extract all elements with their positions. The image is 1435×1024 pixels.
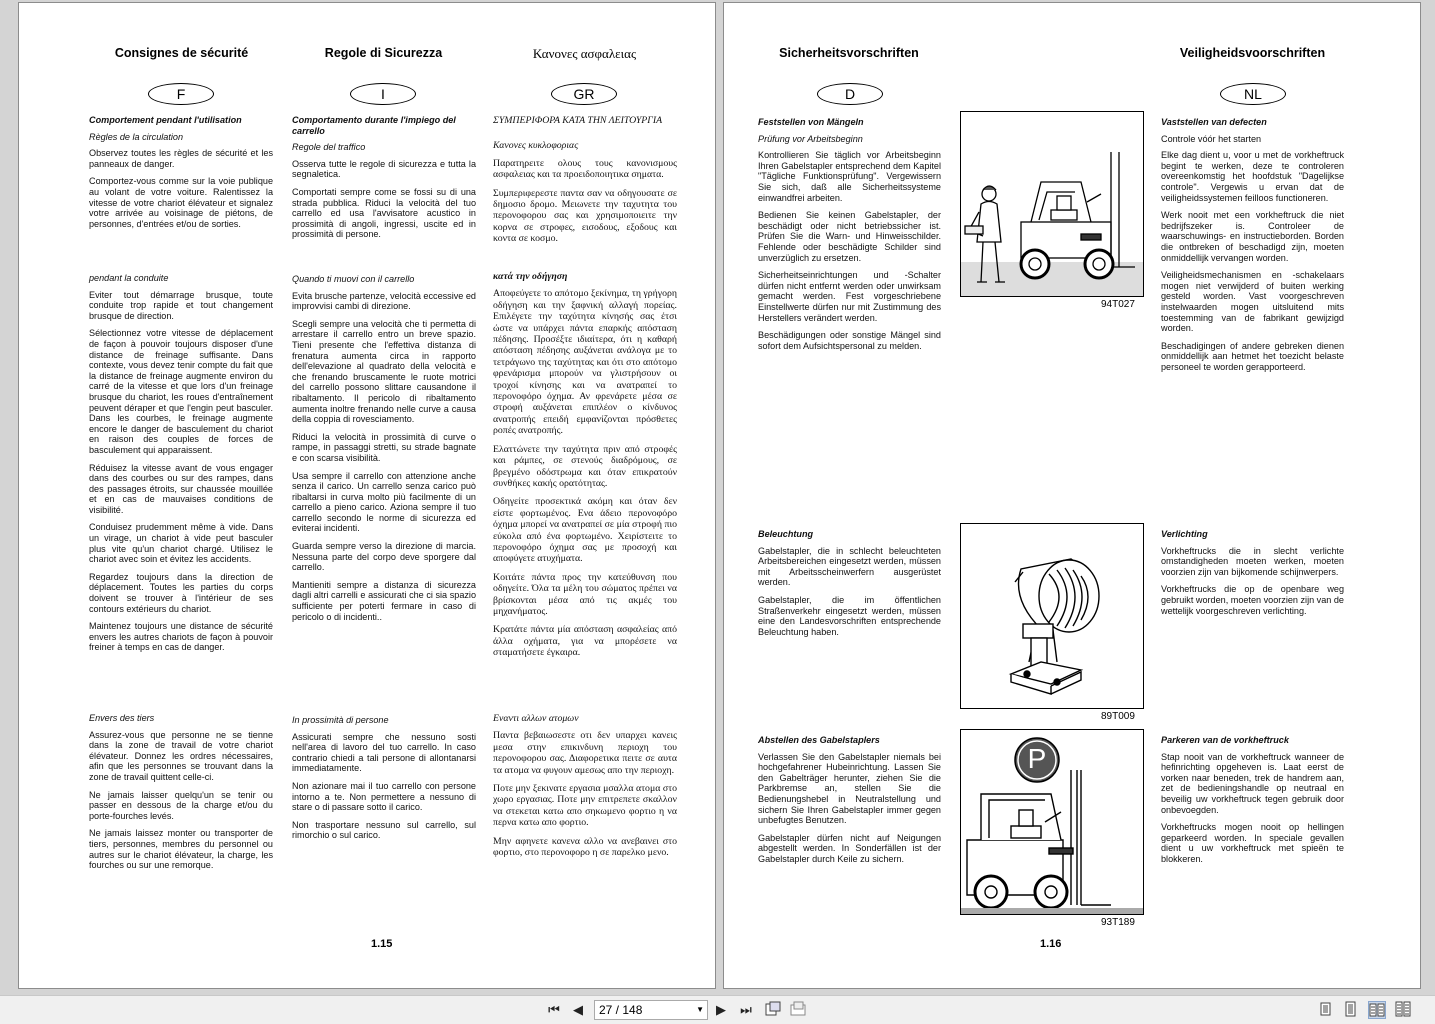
first-page-icon[interactable]: ⏮ <box>548 1002 560 1017</box>
figure-work-lamp <box>960 523 1144 709</box>
facing-continuous-icon[interactable] <box>1395 1001 1413 1019</box>
page-number-right: 1.16 <box>1040 938 1062 950</box>
figure-forklift-parking <box>960 729 1144 915</box>
section-it-1: Comportamento durante l'impiego del carrello Regole del traffico Osserva tutte le regole di sicurezza e tutta la segnaletica. Comportati sempre come se fossi su di una strada pubblica. Riduci la velocità del tuo carrello ed usa l'avvisatore acustico in prossimità di angoli, ingressi, uscite ed in prossimità di persone. <box>292 115 476 240</box>
column-heading-it: Regole di Sicurezza <box>324 46 443 60</box>
language-badge-de: D <box>817 83 883 105</box>
section-de-2: Beleuchtung Gabelstapler, die in schlecht beleuchteten Arbeitsbereichen eingesetzt werden, müssen mit Arbeitsscheinwerfern ausgerüstet werden. Gabelstapler, die im öffentlichen Straßenverkehr eingesetzt werden, müssen eine den Landesvorschriften entsprechende Beleuchtung haben. <box>758 529 941 637</box>
forklift-parking-illustration <box>961 730 1143 914</box>
section-de-1: Feststellen von Mängeln Prüfung vor Arbeitsbeginn Kontrollieren Sie täglich vor Arbeitsbeginn Ihren Gabelstapler entsprechend dem Kapitel "Tägliche Funktionsprüfung". Vergewissern Sie sich, daß alle Sicherheitssysteme einwandfrei arbeiten. Bedienen Sie keinen Gabelstapler, der beschädigt oder nicht betriebssicher ist. Prüfen Sie die Warn- und Hinweisschilder. Fehlende oder beschädigte Schilder sind unverzüglich zu ersetzen. Sicherheitseinrichtungen und -Schalter dürfen nicht entfernt werden oder unwirksam gemacht werden. Fest vorgeschriebene Einstellwerte dürfen nur mit Zustimmung des Herstellers verändert werden. Beschädigungen oder sonstige Mängel sind sofort dem Aufsichtspersonal zu melden. <box>758 117 941 351</box>
column-heading-gr: Κανονες ασφαλειας <box>532 46 637 61</box>
section-gr-2: κατά την οδήγηση Αποφεύγετε το απότομο ξεκίνημα, τη γρήγορη οδήγηση και την ξαφνική αλλαγή πορείας. Επιλέγετε την ταχύτητα κίνησής σας έτσι ώστε να υπάρχει πάντα επαρκής απόσταση πέδησης. Προσέξτε ιδιαίτερα, ότι η καθαρή απόσταση πέδησης αυξάνεται ανάλογα με το τετράγωνο της ταχύτητας και ότι στο απότομο φρενάρισμα μπορούν να γλιστρήσουν οι τροχοί κίνησης και να ανατραπεί το περονοφόρο όχημα. Αν φρενάρετε μέσα σε στροφή αυξάνεται επιπλέον ο κίνδυνος ανατροπής επειδή εμφανίζονται πρόσθετες ροπές ανατροπής. Ελαττώνετε την ταχύτητα πριν από στροφές και ράμπες, σε στενούς διαδρόμους, σε βρεγμένο οδόστρωμα και όταν επικρατούν συνθήκες κακής ορατότητας. Οδηγείτε προσεκτικά ακόμη και όταν δεν είστε φορτωμένος. Ενα άδειο περονοφόρο όχημα μπορεί να ανατραπεί σε μία στροφή πιο εύκολα από ένα φορτωμένο. Χειρίστειτε το περονοφόρο όχημα σας με προσοχή και αποφύγετε ατυχήματα. Κοιτάτε πάντα προς την κατεύθυνση που οδηγείτε. Όλα τα μέλη του σώματος πρέπει να βρίσκονται μέσα από τις ακμές του μηχανήματος. Κρατάτε πάντα μία απόσταση ασφαλείας από άλλα οχήματα, για να μπορέσετε να σταματήσετε έγκαιρα. <box>493 271 677 659</box>
language-badge-it: I <box>350 83 416 105</box>
next-page-icon[interactable]: ▶ <box>716 1002 726 1017</box>
chevron-down-icon[interactable]: ▼ <box>696 1005 704 1014</box>
figure-forklift-inspection <box>960 111 1144 297</box>
viewer-toolbar <box>0 995 1435 1024</box>
section-it-3: In prossimità di persone Assicurati sempre che nessuno sosti nell'area di lavoro del tuo carrello. In caso contrario chiedi a tali persone di allontanarsi immediatamente. Non azionare mai il tuo carrello con persone intorno a te. Non permettere a nessuno di stare o di passare sotto il carico. Non trasportare nessuno sul carrello, sul rimorchio o sul carico. <box>292 715 476 841</box>
section-fr-2: pendant la conduite Eviter tout démarrage brusque, toute conduite trop rapide et tout changement brusque de direction. Sélectionnez votre vitesse de déplacement de façon à pouvoir toujours disposer d'une distance de freinage suffisante. Dans contexte, vous devez tenir compte du fait que la distance de freinage augmente environ du carré de la vitesse et que lors d'un freinage brusque du chariot, les roues d'entraînement peuvent déraper et que l'engin peut basculer. Dans les courbes, le freinage augmente encore le danger de basculement du chariot en raison des couples de forces de basculement qui apparaissent. Réduisez la vitesse avant de vous engager dans des courbes ou sur des rampes, dans des passages étroits, sur chaussée mouillée et en cas de mauvaises conditions de visibilité. Conduisez prudemment même à vide. Dans un virage, un chariot à vide peut basculer plus vite qu'un chariot chargé. Utilisez le chariot avec soin et évitez les accidents. Regardez toujours dans la direction de déplacement. Toutes les parties du corps doivent se trouver à l'intérieur de ses contours extérieurs du chariot. Maintenez toujours une distance de sécurité envers les autres chariots de façon à pouvoir freiner à temps en cas de danger. <box>89 273 273 653</box>
parking-badge: P <box>1027 743 1047 774</box>
work-lamp-illustration <box>961 524 1143 708</box>
column-heading-nl: Veiligheidsvoorschriften <box>1179 46 1326 60</box>
section-gr-3: Εναντι αλλων ατομων Παντα βεβαιωσεστε οτι δεν υπαρχει κανεις μεσα στην επικινδυνη περιοχη του περονοφορου σας. Διαφορετικα πειτε σε αυτα τα ατομα να φυγουν αμεσως απο την περιοχη. Ποτε μην ξεκινατε εργασια μσαλλα ατομα στο χωρο εργασιας. Ποτε μην επιτρεπετε σκαλλον να στεκεται κατω απο σηκωμενο φορτιο η να περνα κατω απο φορτιο. Μην αφηνετε κανενα αλλο να ανεβαινει στο φορτιο, στο περονοφορο η σε παρελκο μενο. <box>493 713 677 859</box>
figure-caption-94t027: 94T027 <box>1101 299 1135 310</box>
forklift-inspection-illustration <box>961 112 1143 296</box>
page-indicator: 27 / 148 <box>599 1003 643 1017</box>
section-fr-1: Comportement pendant l'utilisation Règles de la circulation Observez toutes les règles de sécurité et les panneaux de danger. Comportez-vous comme sur la voie publique au volant de votre voiture. Ralentissez la vitesse de votre chariot élévateur et signalez votre arrivée au voisinage de piétons, de personnes, d'entrées et/ou de sorties. <box>89 115 273 229</box>
column-heading-fr: Consignes de sécurité <box>114 46 249 60</box>
section-it-2: Quando ti muovi con il carrello Evita brusche partenze, velocità eccessive ed improvvisi cambi di direzione. Scegli sempre una velocità che ti permetta di arrestare il carrello entro un breve spazio. Tieni presente che l'effettiva distanza di frenatura aumenta circa in rapporto dell'elevazione al quadrato della velocità e che frenando bruscamente le ruote motrici del carrello possono slittare causandone il ribaltamento. Il pericolo di ribaltamento aumenta inoltre frenando nelle curve a causa della coppia di rovesciamento. Riduci la velocità in prossimità di curve o rampe, in passaggi stretti, su strade bagnate e con scarsa visibilità. Usa sempre il carrello con attenzione anche senza il carico. Un carrello senza carico può ribaltarsi in curva molto più facilmente di un carrello a pieno carico. Aziona sempre il tuo carrello secondo le norme di sicurezza ed eviterai incidenti. Guarda sempre verso la direzione di marcia. Nessuna parte del corpo deve sporgere dal carrello. Mantieniti sempre a distanza di sicurezza dagli altri carrelli e assicurati che ci sia spazio sufficiente per poterti fermare in caso di pericolo o di incidenti.. <box>292 274 476 622</box>
section-nl-1: Vaststellen van defecten Controle vóór het starten Elke dag dient u, voor u met de vorkheftruck begint te werken, deze te controleren overeenkomstig het hoofdstuk "Dagelijkse controle". Vergewis u ervan dat de veiligheidssystemen feilloos functioneren. Werk nooit met een vorkheftruck die niet bedrijfszeker is. Controleer de waarschuwings- en instructieborden. Borden die ontbreken of beschadigd zijn, moeten onmiddellijk vervangen worden. Veiligheidsmechanismen en -schakelaars mogen niet verwijderd of buiten werking gesteld worden. Vast voorgeschreven instelwaarden mogen uitsluitend mits toestemming van de fabrikant gewijzigd worden. Beschadigingen of andere gebreken dienen onmiddellijk aan hetmet het toezicht belaste personeel te worden gerapporteerd. <box>1161 117 1344 372</box>
last-page-icon[interactable]: ⏭ <box>740 1002 752 1017</box>
document-page-left <box>18 2 716 989</box>
prev-page-icon[interactable]: ◀ <box>573 1002 583 1017</box>
facing-pages-icon[interactable] <box>1368 1001 1386 1019</box>
page-number-input[interactable] <box>594 1000 708 1020</box>
section-nl-3: Parkeren van de vorkheftruck Stap nooit van de vorkheftruck wanneer de hefinrichting opgeheven is. Laat eerst de vorken naar beneden, trek de handrem aan, zet de bedieningshandle op neutraal en beveilig uw vorkheftruck tegen gebruik door onbevoegden. Vorkheftrucks mogen nooit op hellingen geparkeerd worden. In speciale gevallen dient u uw vorkheftruck met spieën te blokkeren. <box>1161 735 1344 864</box>
single-page-icon[interactable] <box>1317 1001 1335 1019</box>
page-number-left: 1.15 <box>371 938 393 950</box>
column-heading-de: Sicherheitsvorschriften <box>779 46 919 60</box>
language-badge-gr: GR <box>551 83 617 105</box>
fit-page-icon[interactable] <box>764 1001 782 1019</box>
language-badge-nl: NL <box>1220 83 1286 105</box>
document-page-right <box>723 2 1421 989</box>
continuous-icon[interactable] <box>1342 1001 1360 1019</box>
figure-caption-93t189: 93T189 <box>1101 917 1135 928</box>
fit-width-icon[interactable] <box>789 1001 807 1019</box>
section-nl-2: Verlichting Vorkheftrucks die in slecht verlichte omstandigheden moeten werken, moeten voorzien zijn van bijkomende schijnwerpers. Vorkheftrucks die op de openbare weg gebruikt worden, moeten voorzien zijn van de wettelijk voorgeschreven verlichting. <box>1161 529 1344 616</box>
section-gr-1: ΣΥΜΠΕΡΙΦΟΡΑ ΚΑΤΑ ΤΗΝ ΛΕΙΤΟΥΡΓΙΑ Κανονες κυκλοφοριας Παρατηρειτε ολους τους κανονισμους ασφαλειας και τα προειδοποιητικα σηματα. Συμπεριφερεστε παντα σαν να οδηγουσατε σε δημοσιο δρομο. Μειωνετε την ταχυτητα του περονοφορου σας και χρησιμοποιειτε την κορνα σε στροφες, εισοδους, εξοδους και κοντα σε κοσμο. <box>493 115 677 245</box>
language-badge-fr: F <box>148 83 214 105</box>
section-fr-3: Envers des tiers Assurez-vous que personne ne se tienne dans la zone de travail de votre chariot élévateur. Donnez les ordres nécessaires, afin que les personnes se trouvant dans la zone de travail quittent celle-ci. Ne jamais laisser quelqu'un se tenir ou passer en dessous de la charge et/ou du porte-fourches levés. Ne jamais laissez monter ou transporter de tiers, personnes, membres du personnel ou autres sur le chariot élévateur, la charge, les fourches ou sur une remorque. <box>89 713 273 871</box>
section-de-3: Abstellen des Gabelstaplers Verlassen Sie den Gabelstapler niemals bei hochgefahrener Hubeinrichtung. Lassen Sie den Gabelträger herunter, ziehen Sie die Parkbremse an, stellen Sie die Bedienungshebel in Neutralstellung und sichern Sie Ihren Gabelstapler immer gegen unbefugtes Benutzen. Gabelstapler dürfen nicht auf Neigungen abgestellt werden. In Sonderfällen ist der Gabelstapler durch Keile zu sichern. <box>758 735 941 864</box>
figure-caption-89t009: 89T009 <box>1101 711 1135 722</box>
